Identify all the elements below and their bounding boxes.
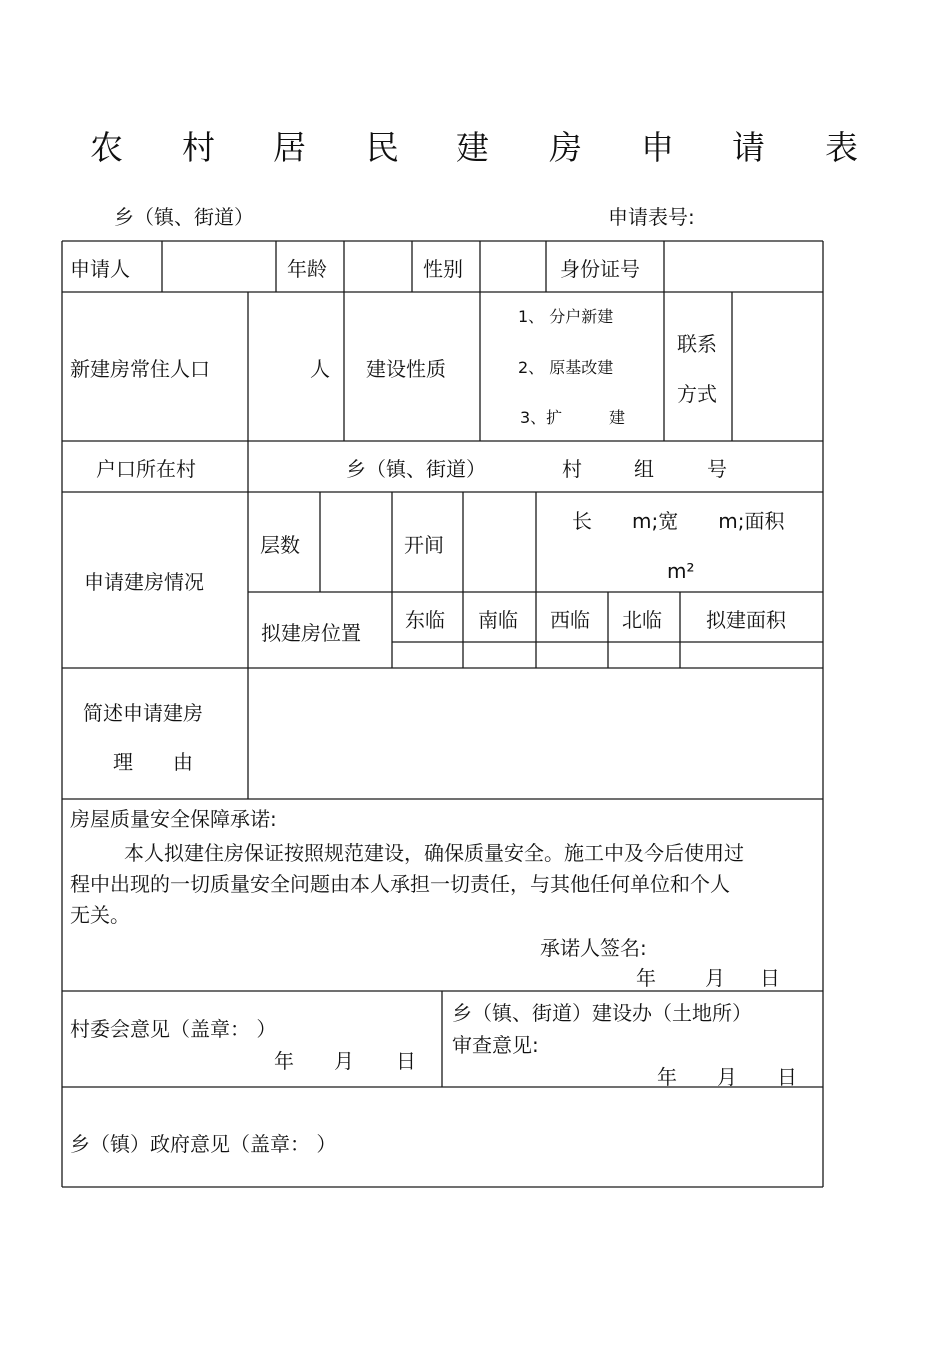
contact-label-line2: 方式 bbox=[677, 382, 717, 406]
village-opinion-month: 月 bbox=[334, 1049, 354, 1073]
contact-label-line1: 联系 bbox=[677, 332, 717, 356]
gender-label: 性别 bbox=[423, 257, 463, 281]
address-village: 村 bbox=[562, 457, 582, 481]
title-char: 建 bbox=[456, 128, 489, 167]
option-extend: 3、扩 bbox=[520, 408, 563, 427]
age-field[interactable] bbox=[345, 242, 411, 291]
location-label: 拟建房位置 bbox=[261, 621, 361, 645]
pledge-year: 年 bbox=[636, 966, 656, 990]
township-label: 乡（镇、街道） bbox=[114, 205, 254, 229]
area-unit: m² bbox=[667, 559, 695, 583]
form-number-label: 申请表号: bbox=[608, 205, 695, 229]
floors-field[interactable] bbox=[321, 493, 391, 591]
township-office-month: 月 bbox=[717, 1065, 737, 1089]
option-extend-end: 建 bbox=[609, 408, 626, 427]
reason-field[interactable] bbox=[249, 669, 822, 798]
household-village-label: 户口所在村 bbox=[96, 457, 196, 481]
contact-field[interactable] bbox=[733, 293, 822, 440]
address-township: 乡（镇、街道） bbox=[346, 457, 486, 481]
township-office-day: 日 bbox=[777, 1065, 797, 1089]
east-label: 东临 bbox=[405, 608, 445, 632]
person-unit: 人 bbox=[310, 357, 330, 381]
planned-area-label: 拟建面积 bbox=[706, 608, 786, 632]
south-label: 南临 bbox=[478, 608, 518, 632]
pledge-text-line2: 程中出现的一切质量安全问题由本人承担一切责任，与其他任何单位和个人 bbox=[70, 872, 730, 896]
bays-label: 开间 bbox=[404, 533, 444, 557]
floors-label: 层数 bbox=[260, 533, 300, 557]
pledge-text-line1: 本人拟建住房保证按照规范建设，确保质量安全。施工中及今后使用过 bbox=[124, 841, 744, 865]
township-office-label-line2: 审查意见: bbox=[452, 1033, 539, 1057]
pledge-signer-label: 承诺人签名: bbox=[540, 936, 647, 960]
id-number-label: 身份证号 bbox=[560, 257, 640, 281]
government-opinion-label: 乡（镇）政府意见（盖章： ） bbox=[70, 1132, 337, 1156]
pledge-day: 日 bbox=[760, 966, 780, 990]
applicant-field[interactable] bbox=[163, 242, 275, 291]
township-office-label-line1: 乡（镇、街道）建设办（土地所） bbox=[452, 1001, 752, 1025]
reason-label-line2-a: 理 bbox=[113, 750, 133, 774]
applicant-label: 申请人 bbox=[70, 257, 130, 281]
population-label: 新建房常住人口 bbox=[70, 357, 210, 381]
title-char: 民 bbox=[366, 128, 399, 167]
address-group: 组 bbox=[634, 457, 654, 481]
option-rebuild: 2、 原基改建 bbox=[518, 358, 614, 377]
north-label: 北临 bbox=[622, 608, 662, 632]
age-label: 年龄 bbox=[287, 257, 327, 281]
id-number-field[interactable] bbox=[665, 242, 822, 291]
address-number: 号 bbox=[707, 457, 727, 481]
title-char: 村 bbox=[182, 128, 215, 167]
title-char: 房 bbox=[549, 128, 582, 167]
pledge-month: 月 bbox=[705, 966, 725, 990]
pledge-text-line3: 无关。 bbox=[70, 903, 130, 927]
reason-label-line2-b: 由 bbox=[173, 750, 193, 774]
build-situation-label: 申请建房情况 bbox=[84, 570, 204, 594]
title-char: 农 bbox=[90, 128, 123, 167]
title-char: 表 bbox=[825, 128, 858, 167]
option-household-split: 1、 分户新建 bbox=[518, 307, 614, 326]
village-opinion-year: 年 bbox=[274, 1049, 294, 1073]
township-office-year: 年 bbox=[657, 1065, 677, 1089]
pledge-heading: 房屋质量安全保障承诺: bbox=[70, 807, 277, 831]
title-char: 请 bbox=[732, 128, 765, 167]
title-char: 居 bbox=[273, 128, 306, 167]
title-char: 申 bbox=[641, 128, 674, 167]
west-label: 西临 bbox=[550, 608, 590, 632]
village-opinion-label: 村委会意见（盖章： ） bbox=[70, 1017, 277, 1041]
bays-field[interactable] bbox=[464, 493, 535, 591]
gender-field[interactable] bbox=[481, 242, 545, 291]
build-nature-label: 建设性质 bbox=[366, 357, 446, 381]
dimensions-label: 长 m;宽 m;面积 bbox=[572, 509, 785, 533]
village-opinion-day: 日 bbox=[396, 1049, 416, 1073]
reason-label-line1: 简述申请建房 bbox=[83, 701, 203, 725]
